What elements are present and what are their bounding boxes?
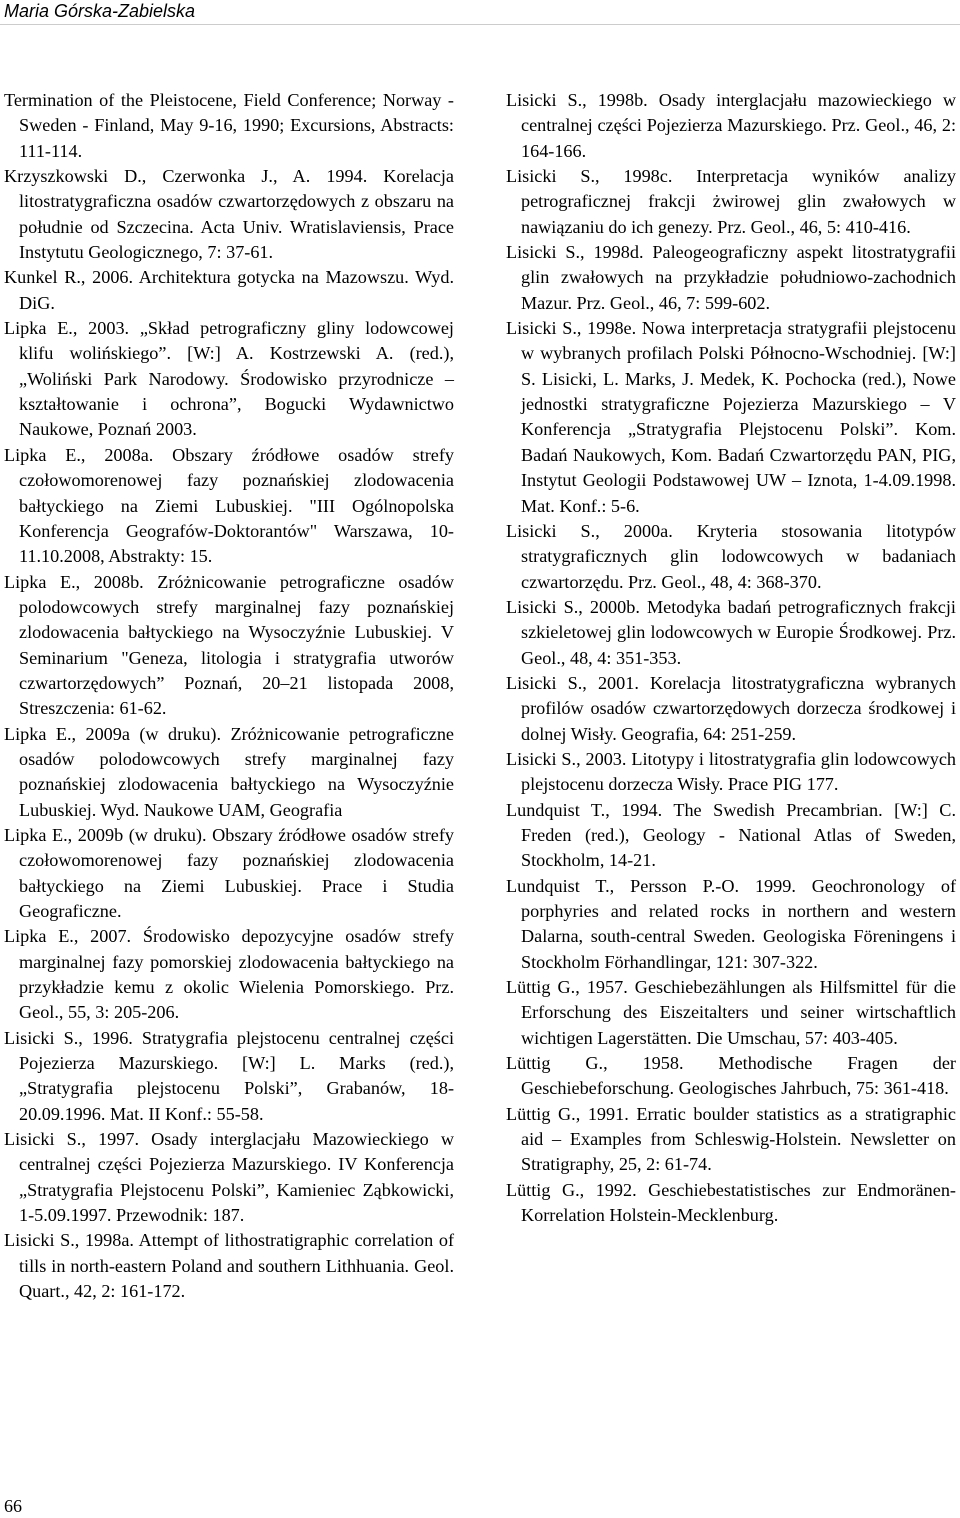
reference-entry: Lüttig G., 1958. Methodische Fragen der Geschiebeforschung. Geologisches Jahrbuch, 75: 361-418. (506, 1053, 956, 1099)
reference-entry: Lundquist T., Persson P.-O. 1999. Geochronology of porphyries and related rocks in northern and western Dalarna, south-central Sweden. Geologiska Föreningens i Stockholm Förhandlingar, 121: 307-322. (506, 875, 956, 972)
reference-entry: Lisicki S., 1998b. Osady interglacjału mazowieckiego w centralnej części Pojezierza Mazurskiego. Prz. Geol., 46, 2: 164-166. (506, 90, 956, 161)
reference-entry: Lipka E., 2009a (w druku). Zróżnicowanie petrograficzne osadów polodowcowych strefy marginalnej fazy poznańskiej zlodowacenia bałtyckiego na Wysoczyźnie Lubuskiej. Wyd. Naukowe UAM, Geografia (4, 723, 454, 820)
reference-entry: Lipka E., 2003. „Skład petrograficzny gliny lodowcowej klifu wolińskiego”. [W:] A. Kostrzewski A. (red.), „Woliński Park Narodowy. Środowisko przyrodnicze – kształtowanie i ochrona”, Bogucki Wydawnictwo Naukowe, Poznań 2003. (4, 318, 454, 440)
reference-entry: Lisicki S., 2003. Litotypy i litostratygrafia glin lodowcowych plejstocenu dorzecza Wisły. Prace PIG 177. (506, 748, 956, 795)
reference-entry: Lisicki S., 2000b. Metodyka badań petrograficznych frakcji szkieletowej glin lodowcowych w Europie Środkowej. Prz. Geol., 48, 4: 351-353. (506, 596, 956, 668)
left-column (4, 88, 454, 1305)
reference-entry: Lisicki S., 1998c. Interpretacja wyników analizy petrograficznej frakcji żwirowej glin zwałowych w nawiązaniu do ich genezy. Prz. Geol., 46, 5: 410-416. (506, 166, 956, 237)
reference-entry: Lipka E., 2007. Środowisko depozycyjne osadów strefy marginalnej fazy pomorskiej zlodowacenia bałtyckiego na przykładzie kemu z okolic Wielenia Pomorskiego. Prz. Geol., 55, 3: 205-206. (4, 926, 454, 1023)
reference-entry: Lundquist T., 1994. The Swedish Precambrian. [W:] C. Freden (red.), Geology - National Atlas of Sweden, Stockholm, 14-21. (506, 799, 956, 871)
reference-entry: Termination of the Pleistocene, Field Conference; Norway - Sweden - Finland, May 9-16, 1990; Excursions, Abstracts: 111-114. (4, 90, 454, 161)
reference-entry: Lüttig G., 1992. Geschiebestatistisches zur Endmoränen-Korrelation Holstein-Mecklenburg. (506, 1179, 956, 1226)
right-column (506, 88, 956, 1228)
reference-entry: Lisicki S., 1998e. Nowa interpretacja stratygrafii plejstocenu w wybranych profilach Polski Północno-Wschodniej. [W:] S. Lisicki, L. Marks, J. Medek, K. Pochocka (red.), Nowe jednostki stratygraficzne Pojezierza Mazurskiego – V Konferencja „Stratygrafia Plejstocenu Polski”. Kom. Badań Naukowych, Kom. Badań Czwartorzędu PAN, PIG, Instytut Geologii Podstawowej UW – Iznota, 1-4.09.1998. Mat. Konf.: 5-6. (506, 318, 956, 516)
reference-entry: Lisicki S., 2000a. Kryteria stosowania litotypów stratygraficznych glin lodowcowych w badaniach czwartorzędu. Prz. Geol., 48, 4: 368-370. (506, 520, 956, 592)
reference-entry: Kunkel R., 2006. Architektura gotycka na Mazowszu. Wyd. DiG. (4, 267, 454, 313)
reference-entry: Lüttig G., 1991. Erratic boulder statistics as a stratigraphic aid – Examples from Schleswig-Holstein. Newsletter on Stratigraphy, 25, 2: 61-74. (506, 1103, 956, 1175)
reference-entry: Krzyszkowski D., Czerwonka J., A. 1994. Korelacja litostratygraficzna osadów czwartorzędowych z obszaru na południe od Szczecina. Acta Univ. Wratislaviensis, Prace Instytutu Geologicznego, 7: 37-61. (4, 166, 454, 263)
running-header (0, 0, 960, 25)
reference-entry: Lipka E., 2009b (w druku). Obszary źródłowe osadów strefy czołowomorenowej fazy poznańskiej zlodowacenia bałtyckiego na Ziemi Lubuskiej. Prace i Studia Geograficzne. (4, 824, 454, 921)
reference-entry: Lüttig G., 1957. Geschiebezählungen als Hilfsmittel für die Erforschung des Eiszeitalters und seiner wirtschaftlich wichtigen Lagerstätten. Die Umschau, 57: 403-405. (506, 977, 956, 1048)
reference-entry: Lisicki S., 1998d. Paleogeograficzny aspekt litostratygrafii glin zwałowych na przykładzie południowo-zachodnich Mazur. Prz. Geol., 46, 7: 599-602. (506, 242, 956, 313)
reference-entry: Lipka E., 2008a. Obszary źródłowe osadów strefy czołowomorenowej fazy poznańskiej zlodowacenia bałtyckiego na Ziemi Lubuskiej. "III Ogólnopolska Konferencja Geografów-Doktorantów" Warszawa, 10-11.10.2008, Abstrakty: 15. (4, 444, 454, 567)
reference-entry: Lipka E., 2008b. Zróżnicowanie petrograficzne osadów polodowcowych strefy marginalnej fazy poznańskiej zlodowacenia bałtyckiego na Wysoczyźnie Lubuskiej. V Seminarium "Geneza, litologia i stratygrafia utworów czwartorzędowych” Poznań, 20–21 listopada 2008, Streszczenia: 61-62. (4, 571, 454, 719)
reference-entry: Lisicki S., 1998a. Attempt of lithostratigraphic correlation of tills in north-eastern Poland and southern Lithhuania. Geol. Quart., 42, 2: 161-172. (4, 1230, 454, 1302)
header-author: Maria Górska-Zabielska (4, 1, 196, 21)
reference-entry: Lisicki S., 1996. Stratygrafia plejstocenu centralnej części Pojezierza Mazurskiego. [W:] L. Marks (red.), „Stratygrafia plejstocenu Polski”, Grabanów, 18-20.09.1996. Mat. II Konf.: 55-58. (4, 1027, 454, 1124)
reference-entry: Lisicki S., 1997. Osady interglacjału Mazowieckiego w centralnej części Pojezierza Mazurskiego. IV Konferencja „Stratygrafia Plejstocenu Polski”, Kamieniec Ząbkowicki, 1-5.09.1997. Przewodnik: 187. (4, 1129, 454, 1226)
page-number: 66 (4, 1496, 22, 1516)
reference-entry: Lisicki S., 2001. Korelacja litostratygraficzna wybranych profilów osadów czwartorzędowych dorzecza środkowej i dolnej Wisły. Geografia, 64: 251-259. (506, 672, 956, 744)
